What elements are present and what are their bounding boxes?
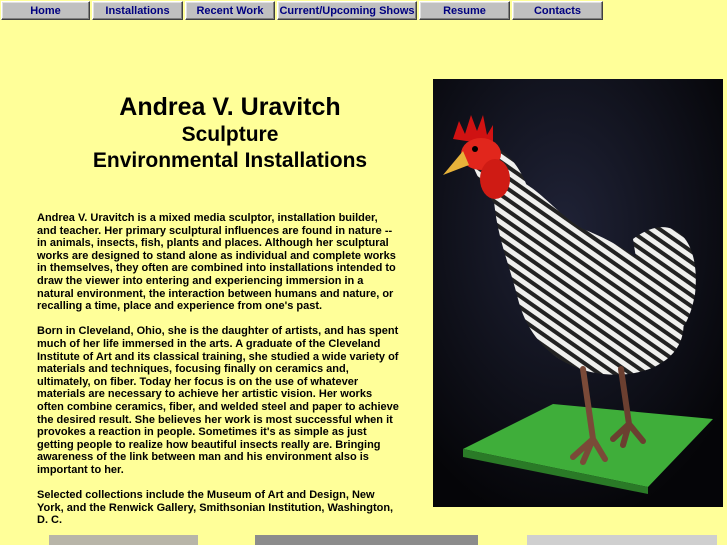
nav-installations-button[interactable]: Installations <box>92 1 183 20</box>
nav-resume-button[interactable]: Resume <box>419 1 510 20</box>
header-sculpture: Sculpture <box>181 123 279 146</box>
biography <box>37 212 399 539</box>
rooster-sculpture-image <box>433 79 723 507</box>
nav-home-button[interactable]: Home <box>1 1 90 20</box>
nav-current-upcoming-shows-button[interactable]: Current/Upcoming Shows <box>277 1 417 20</box>
thumbnail-image[interactable] <box>527 535 717 545</box>
nav-recent-work-button[interactable]: Recent Work <box>185 1 275 20</box>
header-environmental-installations: Environmental Installations <box>92 149 368 172</box>
wattle <box>480 159 510 199</box>
artist-name: Andrea V. Uravitch <box>119 93 341 121</box>
top-navigation <box>0 0 727 22</box>
bio-paragraph: Selected collections include the Museum of Art and Design, New York, and the Renwick Gallery, Smithsonian Institution, Washington, D. C. <box>37 489 394 527</box>
page-header <box>30 92 430 174</box>
rooster-sculpture-illustration <box>433 79 723 507</box>
bio-paragraph: Born in Cleveland, Ohio, she is the daughter of artists, and has spent much of her life immersed in the arts. A graduate of the Cleveland Institute of Art and its classical training, she studied a wide variety of materials and techniques, focusing finally on ceramics and, ultimately, on fiber. Today her focus is on the use of whatever materials are necessary to achieve her artistic vision. Her works often combine ceramics, fiber, and welded steel and paper to achieve the desired result. She believes her work is most successful when it provokes a reaction in people. Sometimes it's as simple as just getting people to realize how beautiful insects really are. Bringing awareness of the link between man and his environment also is important to her. <box>37 325 399 476</box>
bio-paragraph: Andrea V. Uravitch is a mixed media sculptor, installation builder, and teacher. Her primary sculptural influences are found in nature -- in animals, insects, fish, plants and places. Although her sculptural works are designed to stand alone as individual and complete works in themselves, they often are combined into installations intended to draw the viewer into entering and experiencing immersion in a natural environment, the interaction between humans and nature, or recalling a time, place and experience from one's past. <box>37 212 396 313</box>
nav-contacts-button[interactable]: Contacts <box>512 1 603 20</box>
thumbnail-image[interactable] <box>49 535 198 545</box>
thumbnail-image[interactable] <box>255 535 478 545</box>
